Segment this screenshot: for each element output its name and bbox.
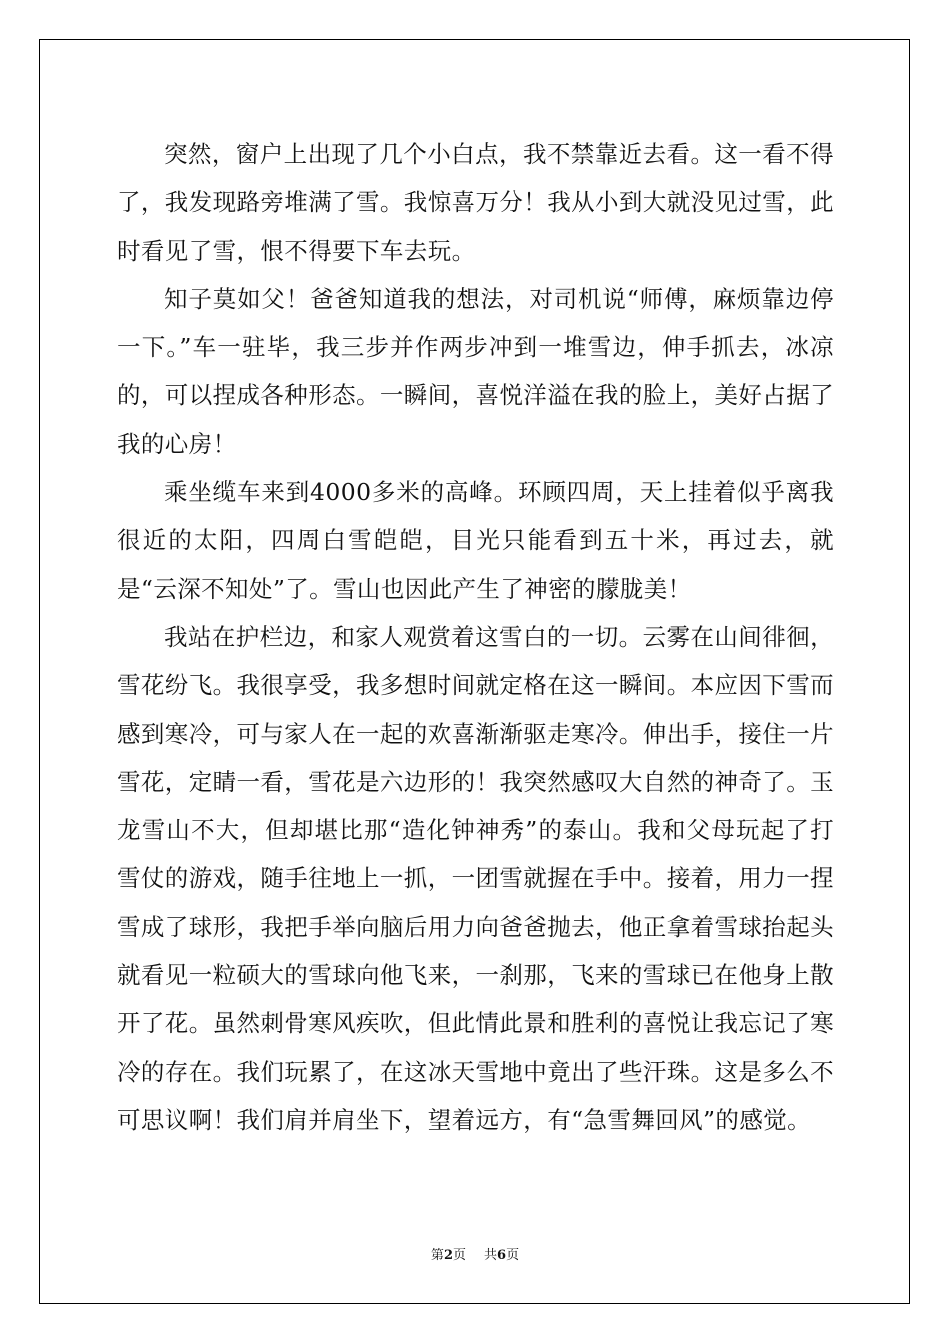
paragraph: 知子莫如父！爸爸知道我的想法，对司机说“师傅，麻烦靠边停一下。”车一驻毕，我三步并作两步冲到一堆雪边，伸手抓去，冰凉的，可以捏成各种形态。一瞬间，喜悦洋溢在我的脸上，美好占据了我的心房！ [117,284,834,458]
page-prefix: 第 [430,1248,444,1263]
paragraph: 乘坐缆车来到4000多米的高峰。环顾四周，天上挂着似乎离我很近的太阳，四周白雪皑皑，目光只能看到五十米，再过去，就是“云深不知处”了。雪山也因此产生了神密的朦胧美！ [117,478,834,603]
paragraph: 突然，窗户上出现了几个小白点，我不禁靠近去看。这一看不得了，我发现路旁堆满了雪。我惊喜万分！我从小到大就没见过雪，此时看见了雪，恨不得要下车去玩。 [117,140,834,265]
page-footer [0,1244,950,1263]
total-prefix: 共 [484,1248,498,1263]
document-body [117,130,834,1144]
page-suffix: 页 [452,1248,466,1263]
current-page-number: 2 [443,1248,453,1263]
total-page-number: 6 [497,1248,507,1263]
total-suffix: 页 [506,1248,520,1263]
paragraph: 我站在护栏边，和家人观赏着这雪白的一切。云雾在山间徘徊，雪花纷飞。我很享受，我多想时间就定格在这一瞬间。本应因下雪而感到寒冷，可与家人在一起的欢喜渐渐驱走寒冷。伸出手，接住一片雪花，定睛一看，雪花是六边形的！我突然感叹大自然的神奇了。玉龙雪山不大，但却堪比那“造化钟神秀”的泰山。我和父母玩起了打雪仗的游戏，随手往地上一抓，一团雪就握在手中。接着，用力一捏雪成了球形，我把手举向脑后用力向爸爸抛去，他正拿着雪球抬起头就看见一粒硕大的雪球向他飞来，一刹那，飞来的雪球已在他身上散开了花。虽然刺骨寒风疾吹，但此情此景和胜利的喜悦让我忘记了寒冷的存在。我们玩累了，在这冰天雪地中竟出了些汗珠。这是多么不可思议啊！我们肩并肩坐下，望着远方，有“急雪舞回风”的感觉。 [117,622,834,1134]
